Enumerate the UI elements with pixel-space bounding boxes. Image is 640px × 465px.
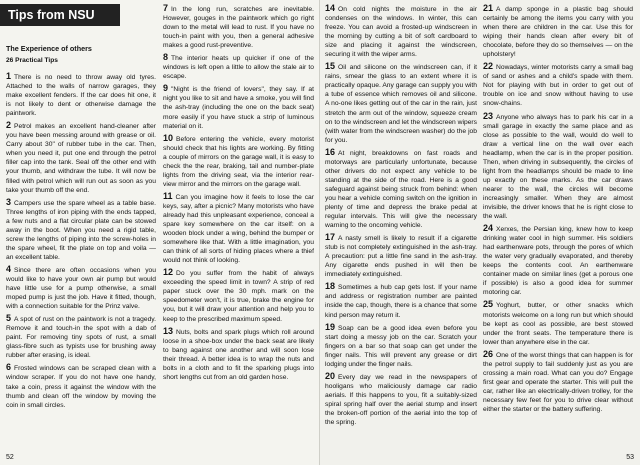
tip-12 bbox=[163, 268, 314, 323]
tip-number: 8 bbox=[163, 52, 169, 63]
tip-22 bbox=[483, 62, 633, 108]
tip-4 bbox=[6, 265, 156, 311]
column-3 bbox=[325, 4, 477, 430]
tip-text: Xerxes, the Persian king, knew how to keep drinking water cool in high summer. His soldiers had earthenware pots, through the pores of which the water very gradually evaporated, and thereby keeps the contents cool. An earthenware container made on similar lines (get a porous one if possible) is also a good idea for summer motoring car. bbox=[483, 226, 633, 297]
tip-number: 11 bbox=[163, 190, 173, 201]
tip-text: On cold nights the moisture in the air condenses on the windows. In winter, this can freeze. You can avoid a frosted-up windscreen in the morning by cutting a bit of soft cardboard to size and placing it against the windscreen, securing it with the wiper arms. bbox=[325, 6, 477, 59]
tip-text: Frosted windows can be scraped clean with a window scraper. If you do not have one handy, take a coin, press it against the window with the thumb and clean off the window by moving the coin in small circles. bbox=[6, 365, 156, 409]
tip-text: Campers use the spare wheel as a table base. Three lengths of iron piping with the ends tapped, a few nuts and a flat circular plate can be stowed away in the boot. When you need a rigid table, screw the lengths of piping into the screw-holes in the spare wheel, fit the plate on top and voila — an excellent table. bbox=[6, 199, 156, 261]
tip-text: Soap can be a good idea even before you start doing a messy job on the car. Scratch your fingers on a bar so that soap can get under the finger nails. This will prevent any grease or dirt lodging under the finger nails. bbox=[325, 324, 477, 368]
tip-23 bbox=[483, 112, 633, 222]
tip-text: Anyone who always has to park his car in a small garage in exactly the same place and as close as possible to the wall, would do well to draw a vertical line on the wall over each headlamp, when the car is in the proper position. Then, when driving in subsequently, the circles of light from the headlamps should be made to line up exactly on these marks. As the car draws nearer to the wall, the circles will become increasingly smaller. When they are almost invisible, the driver knows that he is right close to the wall. bbox=[483, 113, 633, 221]
tip-text: In the long run, scratches are inevitable. However, gouges in the paintwork which go right down to the metal will lead to rust. If you have no touch-in paint with you, then a general adhesive makes a good rust-preventive. bbox=[163, 6, 314, 50]
tip-number: 12 bbox=[163, 267, 174, 278]
tip-number: 18 bbox=[325, 281, 336, 292]
tip-6 bbox=[6, 363, 156, 409]
tip-18 bbox=[325, 282, 477, 319]
tip-text: There is no need to throw away old tyres. Attached to the walls of narrow garages, they make excellent fenders. If the car does hit one, it is not likely to dent or otherwise damage the paintwork. bbox=[6, 74, 156, 118]
column-2 bbox=[163, 4, 314, 385]
tip-5 bbox=[6, 314, 156, 360]
tip-7 bbox=[163, 4, 314, 50]
tip-19 bbox=[325, 323, 477, 369]
tip-number: 13 bbox=[163, 325, 174, 336]
tip-text: "Night is the friend of lovers", they say. If at night you like to sit and have a smoke, you will find the ash-tray (including the one on the back seat) more easily if you have stuck a strip of luminous material on it. bbox=[163, 86, 314, 130]
tip-number: 10 bbox=[163, 132, 174, 143]
tip-number: 17 bbox=[325, 232, 336, 243]
tip-11 bbox=[163, 192, 314, 265]
tip-26 bbox=[483, 350, 633, 414]
tip-20 bbox=[325, 372, 477, 427]
tip-text: Oil and silicone on the windscreen can, if it rains, smear the glass to an extent where it is practically opaque. Any garage can supply you with a tube of essence which removes oil and silicone. A no-one likes getting out of the car in the rain, just stretch the arm out of the window, squeeze cream on to the windscreen and let the windscreen wipers (with water from the windscreen washer) do the job for you. bbox=[325, 64, 477, 144]
tip-number: 6 bbox=[6, 362, 12, 373]
tip-15 bbox=[325, 62, 477, 144]
tip-text: The interior heats up quicker if one of the windows is left open a little to allow the stale air to escape. bbox=[163, 55, 314, 81]
column-1 bbox=[6, 72, 156, 413]
column-4 bbox=[483, 4, 633, 417]
tip-number: 25 bbox=[483, 299, 494, 310]
tip-number: 20 bbox=[325, 370, 336, 381]
tip-text: Sometimes a hub cap gets lost. If your name and address or registration number are painted inside the cap, though, there is a chance that some kind person may return it. bbox=[325, 284, 477, 319]
tip-text: A damp sponge in a plastic bag should certainly be among the items you carry with you when there are children in the car. Use this for wiping their hands clean after every bit of chocolate, before they do so themselves — on the upholstery! bbox=[483, 6, 633, 59]
tip-text: A nasty smell is likely to result if a cigarette stub is not completely extinguished in the ash-tray. A precaution: put a little fine sand in the ash-tray. Any cigarette ends pushed in will then be immediately extinguished. bbox=[325, 235, 477, 279]
tip-number: 4 bbox=[6, 263, 12, 274]
tip-number: 26 bbox=[483, 348, 494, 359]
tip-number: 1 bbox=[6, 71, 12, 81]
tip-9 bbox=[163, 84, 314, 130]
tip-21 bbox=[483, 4, 633, 59]
page-number-left: 52 bbox=[6, 454, 14, 461]
tip-10 bbox=[163, 134, 314, 189]
tip-8 bbox=[163, 53, 314, 81]
section-heading: The Experience of others bbox=[6, 44, 92, 53]
tip-number: 22 bbox=[483, 61, 494, 72]
tip-number: 16 bbox=[325, 146, 336, 157]
tip-number: 15 bbox=[325, 61, 336, 72]
tip-3 bbox=[6, 198, 156, 262]
tip-text: Yoghurt, butter, or other snacks which motorists welcome on a long run but which should be kept as cool as possible, are best stowed under the front seats. The temperature there is lower than anywhere else in the car. bbox=[483, 302, 633, 346]
tip-1 bbox=[6, 72, 156, 118]
tip-number: 19 bbox=[325, 321, 336, 332]
tip-number: 5 bbox=[6, 313, 12, 324]
tip-text: Since there are often occasions when you would like to have your own air pump but would have little use for a pump otherwise, a small moped pump is just the job. Have it fitted, though, with a connection suitable for the Prinz valve. bbox=[6, 266, 156, 311]
tip-17 bbox=[325, 233, 477, 279]
right-page bbox=[320, 0, 640, 465]
tip-number: 21 bbox=[483, 3, 494, 13]
tip-text: At night, breakdowns on fast roads and motorways are particularly unfortunate, because other drivers do not expect any vehicle to be standing at the side of the road. Here is a good safeguard against being struck from behind: when you hear a vehicle coming switch on the ignition in plenty of time and depress the brake pedal at regular intervals. This will give the necessary warning to the oncoming vehicle. bbox=[325, 149, 477, 230]
tip-2 bbox=[6, 121, 156, 194]
tip-text: Nowadays, winter motorists carry a small bag of sand or ashes and a child's spade with them. Not for playing with but in order to get out of trouble on ice and snow without having to use snow-chains. bbox=[483, 64, 633, 108]
tip-25 bbox=[483, 300, 633, 346]
page-number-right: 53 bbox=[626, 454, 634, 461]
tip-text: A spot of rust on the paintwork is not a tragedy. Remove it and touch-in the spot with a dab of paint. For removing tiny spots of rust, a small glass-fibre such as typists use for brushing away rubber after erasing, is ideal. bbox=[6, 316, 156, 360]
tip-14 bbox=[325, 4, 477, 59]
tip-text: Before entering the vehicle, every motorist should check that his lights are working. By fitting a couple of mirrors on the garage wall, it is easy to check the the rear, braking, tail and number-plate lights from the driving seat, via the interior rear-view mirror and the mirrors on the garage wall. bbox=[163, 135, 314, 188]
tip-number: 2 bbox=[6, 120, 12, 131]
tip-13 bbox=[163, 327, 314, 382]
tip-number: 9 bbox=[163, 83, 169, 94]
tip-number: 24 bbox=[483, 223, 494, 234]
tip-count: 26 Practical Tips bbox=[6, 57, 58, 64]
tip-text: Do you suffer from the habit of always exceeding the speed limit in town? A strip of red paper stuck over the 30 mph. mark on the speedometer won't, it is true, brake the engine for you, but it will draw your attention and help you to keep to the prescribed maximum speed. bbox=[163, 270, 314, 323]
tip-number: 23 bbox=[483, 110, 494, 121]
tip-number: 7 bbox=[163, 3, 169, 13]
tip-16 bbox=[325, 148, 477, 230]
tip-text: Petrol makes an excellent hand-cleaner after you have been messing around with grease or oil. Carry about 30" of rubber tube in the car. Then, when you need it, put one end through the petrol filler cap into the tank. Seal off the other end with your thumb, and withdraw the tube. It will now be filled with petrol which will run out as soon as you take your thumb off the end. bbox=[6, 123, 156, 194]
tip-text: Every day we read in the newspapers of hooligans who maliciously damage car radio aerials. If this happens to you, fit a suitably-sized spiral spring half over the aerial stump and insert the broken-off portion of the aerial into the top of the spring. bbox=[325, 373, 477, 427]
tip-text: One of the worst things that can happen is for the petrol supply to fail suddenly just as you are crossing a main road. What can you do? Engage first gear and operate the starter. This will pull the car, rather like an electrically-driven trolley, for the necessary few feet for you to drive clear without either the starter or the battery suffering. bbox=[483, 351, 633, 413]
tip-number: 14 bbox=[325, 3, 336, 13]
page-title: Tips from NSU bbox=[0, 4, 120, 26]
tip-24 bbox=[483, 224, 633, 297]
tip-text: Nuts, bolts and spark plugs which roll around loose in a shoe-box under the back seat are likely to bang against one another and will soon lose their thread. A better idea is to wrap the nuts and bolts in a cloth and to fit the sparking plugs into short lengths cut from an old garden hose. bbox=[163, 328, 314, 381]
tip-text: Can you imagine how it feels to lose the car keys, say, after a picnic? Many motorists who have already had this unpleasant experience, conceal a spare key somewhere on the car itself: on a wooden block under a wing, behind the bumper or somewhere like that. With a little imagination, you can think of all sorts of hiding places where a thief would not think of looking. bbox=[163, 193, 314, 265]
tip-number: 3 bbox=[6, 196, 12, 207]
